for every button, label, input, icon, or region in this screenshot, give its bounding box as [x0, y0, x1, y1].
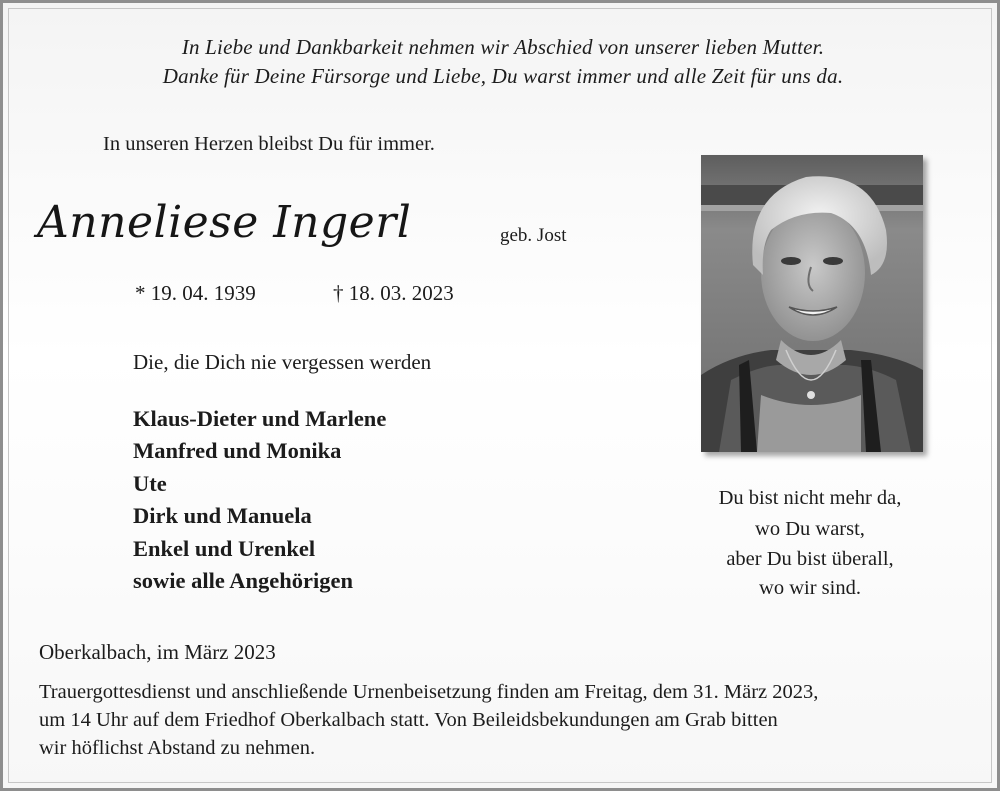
poem-line: aber Du bist überall, — [726, 548, 894, 570]
mourner-name: Enkel und Urenkel — [133, 536, 316, 561]
place-date: Oberkalbach, im März 2023 — [39, 640, 276, 664]
poem-line: wo Du warst, — [755, 518, 865, 540]
heart-line: In unseren Herzen bleibst Du für immer. — [103, 133, 435, 155]
funeral-notice-line: wir höflichst Abstand zu nehmen. — [39, 737, 316, 759]
portrait-photo — [701, 155, 923, 452]
intro-line-1: In Liebe und Dankbarkeit nehmen wir Abschied von unserer lieben Mutter. — [181, 35, 825, 59]
mourner-name: Ute — [133, 471, 167, 496]
intro-line-2: Danke für Deine Fürsorge und Liebe, Du warst immer und alle Zeit für uns da. — [162, 64, 844, 88]
birth-date: * 19. 04. 1939 — [135, 281, 256, 305]
mourner-name: Klaus-Dieter und Marlene — [133, 406, 387, 431]
mourners-intro: Die, die Dich nie vergessen werden — [133, 350, 432, 374]
poem-line: Du bist nicht mehr da, — [718, 487, 902, 509]
mourner-name: sowie alle Angehörigen — [133, 568, 353, 593]
mourner-name: Dirk und Manuela — [133, 503, 312, 528]
death-date: † 18. 03. 2023 — [333, 281, 454, 305]
maiden-name: geb. Jost — [500, 225, 567, 246]
mourner-name: Manfred und Monika — [133, 438, 342, 463]
funeral-notice-line: um 14 Uhr auf dem Friedhof Oberkalbach statt. Von Beileidsbekundungen am Grab bitten — [39, 709, 778, 731]
deceased-name: Anneliese Ingerl — [37, 197, 412, 248]
poem-line: wo wir sind. — [759, 577, 861, 599]
funeral-notice-line: Trauergottesdienst und anschließende Urnenbeisetzung finden am Freitag, dem 31. März 2023, — [39, 681, 819, 703]
